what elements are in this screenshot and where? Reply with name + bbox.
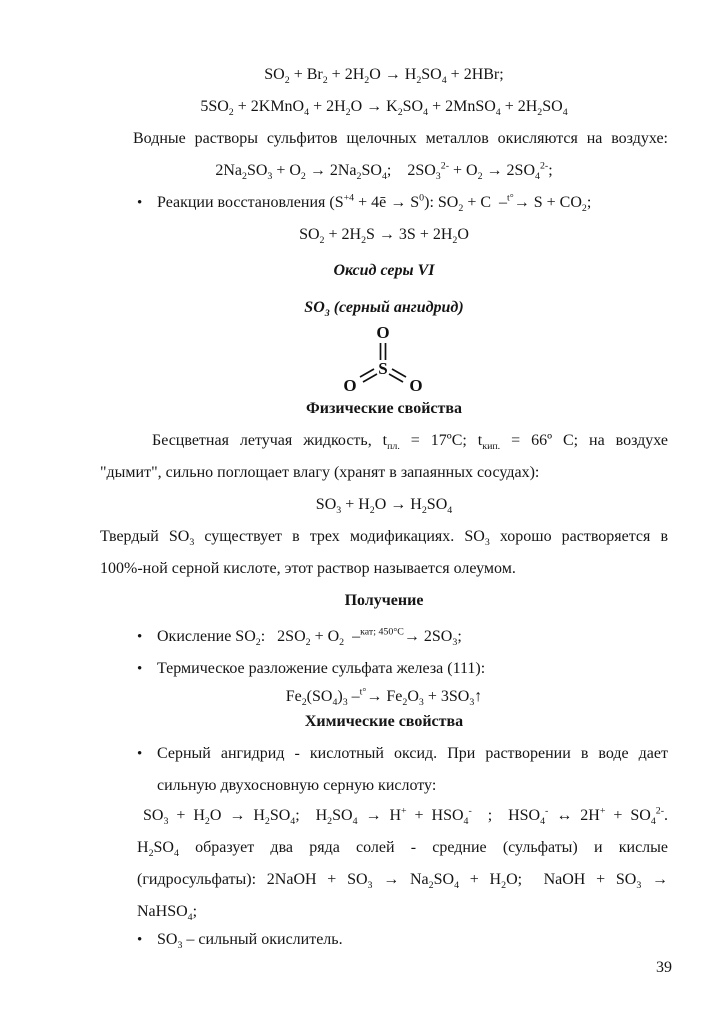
bullet-reduction-text: Реакции восстановления ($S^{+4}$ + 4ē → $S^0$): $SO_2 + C$ $-^{t^\circ}\to S + CO_2$;	[157, 192, 592, 215]
equation-so3-water: $SO_3 + H_2O \to H_2SO_4$	[315, 496, 453, 517]
section-title-sulfur-oxide-vi: Оксид серы VI	[333, 262, 435, 279]
bullet-marker: •	[137, 746, 143, 762]
bullet-item-thermal-decomposition	[100, 653, 668, 685]
equation-sulfite-oxidation: $2Na_2SO_3 + O_2 \to 2Na_2SO_4$; $2SO_3^{2-} + O_2 \to 2SO_4^{2-}$;	[215, 160, 553, 183]
bullet-marker: •	[137, 932, 143, 948]
bullet-marker: •	[137, 661, 143, 677]
bullet-item-strong-oxidizer	[100, 924, 668, 956]
bullet-item-reduction-reactions	[100, 187, 668, 219]
salts-paragraph	[100, 832, 668, 928]
physical-properties-line3: Твердый $SO_3$ существует в трех модификациях. $SO_3$ хорошо растворяется в	[100, 528, 669, 549]
sulfites-oxidation-text: Водные растворы сульфитов щелочных металлов окисляются на воздухе:	[133, 130, 668, 147]
page-number: 39	[656, 959, 672, 976]
equation-iron-sulfate: $Fe_2(SO_4)_3$ $-^{t^\circ}\to Fe_2O_3$ + $3SO_3↑$	[285, 686, 483, 709]
page-content	[100, 59, 668, 956]
salts-line3: NaHSO$_4$;	[137, 903, 198, 924]
bullet-decomposition-text: Термическое разложение сульфата железа (111):	[157, 660, 486, 677]
so3-structure-diagram	[100, 324, 668, 393]
equation-so2-kmno4: $5SO_2$ + 2KMnO$_4$ + $2H_2O \to K_2SO_4$ + 2MnSO$_4$ + $2H_2SO_4$	[200, 98, 568, 119]
physical-properties-line4: 100%-ной серной кислоте, этот раствор называется олеумом.	[100, 560, 516, 577]
heading-production: Получение	[344, 592, 424, 609]
salts-line1: $H_2SO_4$ образует два ряда солей - средние (сульфаты) и кислые	[137, 839, 668, 860]
equation-so2-br2: $SO_2 + Br_2 + 2H_2O \to H_2SO_4 + 2HBr$;	[264, 66, 504, 87]
acid-oxide-line1: Серный ангидрид - кислотный оксид. При растворении в воде дает	[157, 745, 668, 762]
salts-line2: (гидросульфаты): 2NaOH + $SO_3 \to Na_2SO_4 + H_2O$; NaOH + $SO_3$ →	[137, 871, 669, 892]
bullet-marker: •	[137, 629, 143, 645]
heading-physical-properties: Физические свойства	[305, 400, 463, 417]
atom-label-left-oxygen: O	[343, 376, 357, 393]
physical-properties-line2: "дымит", сильно поглощает влагу (хранят в запаянных сосудах):	[100, 464, 540, 481]
atom-label-sulfur: S	[378, 359, 388, 378]
physical-properties-line1: Бесцветная летучая жидкость, $t_{пл.}$ = 17ºC; $t_{кип.}$ = 66º С; на воздухе	[152, 432, 668, 453]
equation-so2-h2s: $SO_2 + 2H_2S \to 3S + 2H_2O$	[299, 226, 469, 247]
equation-dissociation: $SO_3 + H_2O \to H_2SO_4$; $H_2SO_4 \to H^+ + HSO_4^-$ ; $HSO_4^-$ ↔ $2H^+ + SO_4^{2-}$.	[143, 805, 669, 828]
heading-chemical-properties: Химические свойства	[304, 713, 464, 730]
bullet-marker: •	[137, 195, 143, 211]
atom-label-right-oxygen: O	[409, 376, 423, 393]
acid-oxide-line2: сильную двухосновную серную кислоту:	[157, 777, 437, 794]
bullet-item-acid-oxide	[100, 738, 668, 802]
so3-structure-svg	[336, 324, 432, 393]
bullet-oxidizer-text: $SO_3$ – сильный окислитель.	[157, 931, 343, 952]
bullet-item-oxidation	[100, 621, 668, 653]
section-subtitle-so3: $SO_3$ (серный ангидрид)	[304, 299, 464, 320]
atom-label-top-oxygen: O	[376, 324, 390, 342]
bullet-oxidation-text: Окисление $SO_2$: $2SO_2 + O_2$ $-^{кат; 450^\circ С}\to 2SO_3$;	[157, 626, 462, 649]
